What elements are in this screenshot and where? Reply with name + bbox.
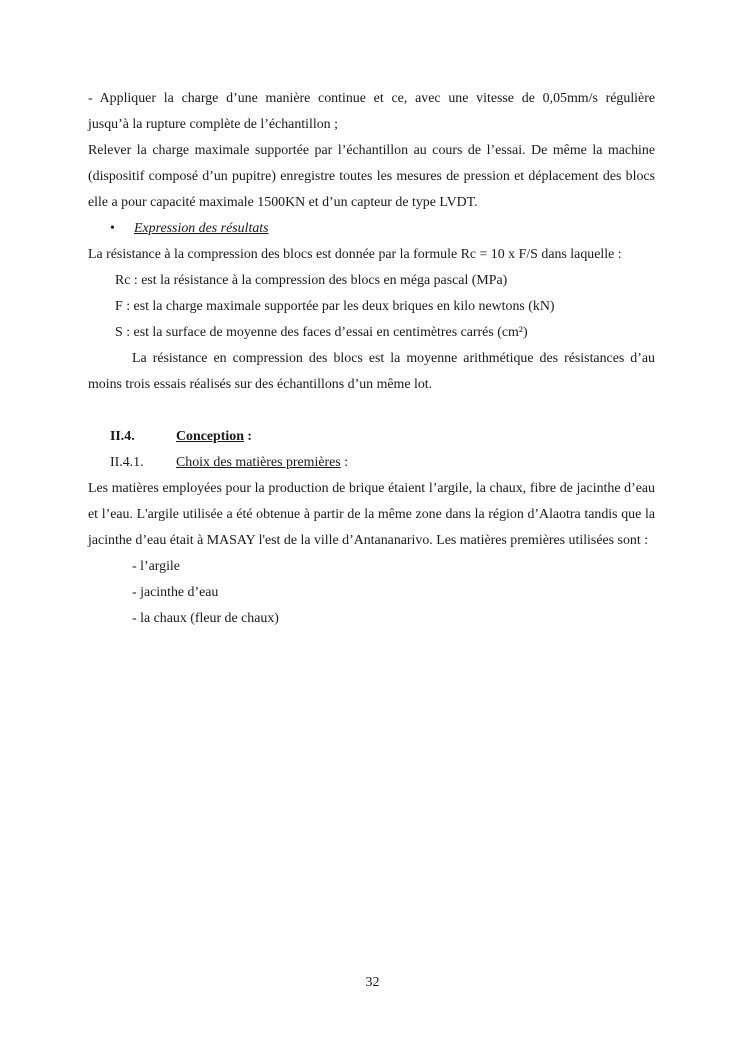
definition-rc: Rc : est la résistance à la compression des blocs en méga pascal (MPa) bbox=[115, 273, 508, 288]
subsection-heading bbox=[88, 450, 655, 476]
list-item: - la chaux (fleur de chaux) bbox=[132, 611, 279, 626]
page-number: 32 bbox=[365, 975, 380, 990]
subsection-title-suffix: : bbox=[340, 455, 349, 470]
list-item: - l’argile bbox=[132, 559, 180, 574]
paragraph-record-load: Relever la charge maximale supportée par l’échantillon au cours de l’essai. De même la machine (dispositif composé d’un pupitre) enregistre toutes les mesures de pression et déplacement des blocs elle a pour capacité maximale 1500KN et d’un capteur de type LVDT. bbox=[88, 143, 655, 210]
document-body bbox=[88, 86, 655, 632]
paragraph-procedure-step-cont: jusqu’à la rupture complète de l’échantillon ; bbox=[88, 117, 338, 132]
bullet-label: Expression des résultats bbox=[134, 221, 269, 236]
definition-s: S : est la surface de moyenne des faces d’essai en centimètres carrés (cm²) bbox=[115, 325, 528, 340]
paragraph-average-resistance: La résistance en compression des blocs est la moyenne arithmétique des résistances d’au moins trois essais réalisés sur des échantillons d’un même lot. bbox=[88, 351, 655, 392]
paragraph-materials: Les matières employées pour la production de brique étaient l’argile, la chaux, fibre de jacinthe d’eau et l’eau. L'argile utilisée a été obtenue à partir de la même zone dans la région d’Alaotra tandis que la jacinthe d’eau était à MASAY l'est de la ville d’Antananarivo. Les matières premières utilisées sont : bbox=[88, 481, 655, 548]
section-title-suffix: : bbox=[243, 429, 253, 444]
section-number: II.4. bbox=[110, 429, 135, 444]
subsection-number: II.4.1. bbox=[110, 455, 144, 470]
subsection-title: Choix des matières premières bbox=[176, 455, 341, 470]
paragraph-procedure-step: - Appliquer la charge d’une manière continue et ce, avec une vitesse de 0,05mm/s régulière bbox=[88, 91, 655, 106]
section-heading bbox=[88, 424, 655, 450]
list-item: - jacinthe d’eau bbox=[132, 585, 219, 600]
section-title: Conception bbox=[176, 429, 244, 444]
paragraph-formula: La résistance à la compression des blocs est donnée par la formule Rc = 10 x F/S dans laquelle : bbox=[88, 247, 622, 262]
definition-f: F : est la charge maximale supportée par les deux briques en kilo newtons (kN) bbox=[115, 299, 555, 314]
bullet-icon: • bbox=[110, 221, 115, 236]
bullet-expression-results bbox=[88, 216, 655, 242]
